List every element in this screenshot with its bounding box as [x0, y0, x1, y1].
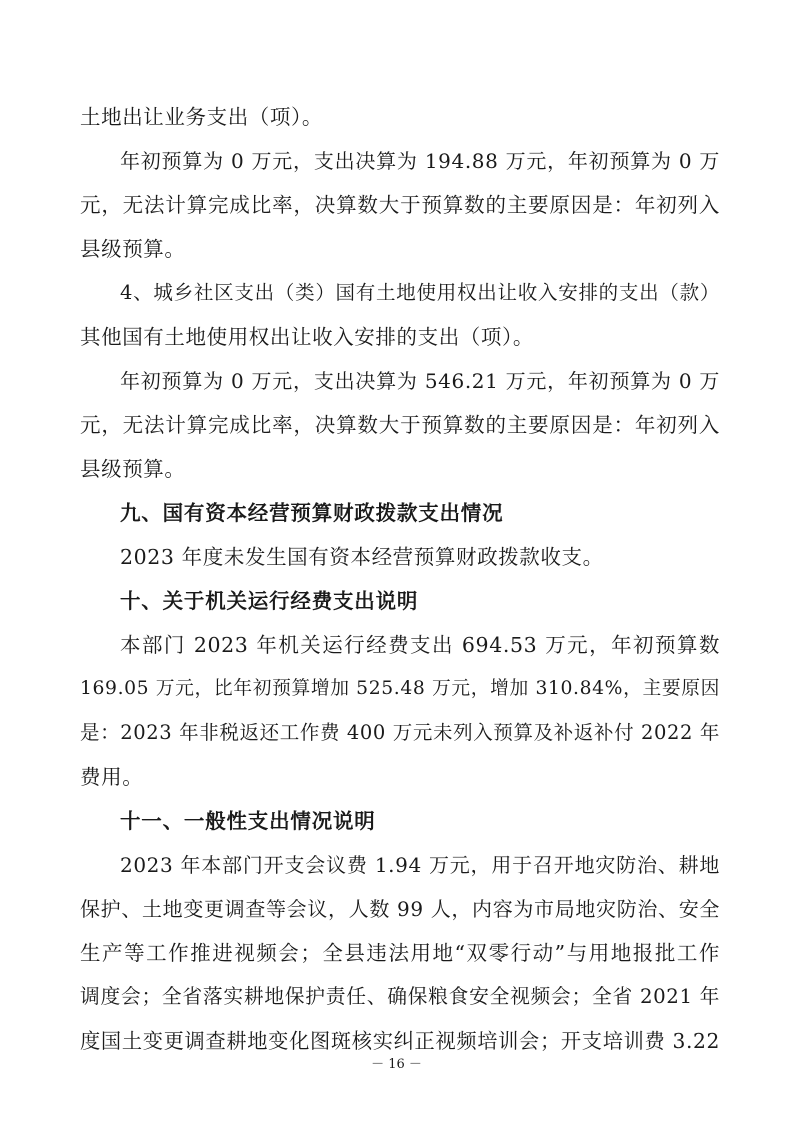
paragraph-line: 其他国有土地使用权出让收入安排的支出（项）。	[80, 325, 534, 349]
paragraph-line: 本部门 2023 年机关运行经费支出 694.53 万元，年初预算数	[120, 633, 720, 657]
paragraph-line: 年初预算为 0 万元，支出决算为 546.21 万元，年初预算为 0 万	[120, 369, 720, 393]
paragraph-line: 4、城乡社区支出（类）国有土地使用权出让收入安排的支出（款）	[120, 281, 720, 304]
page-number: － 16 －	[371, 1057, 422, 1072]
paragraph-line: 费用。	[80, 765, 144, 789]
paragraph-line: 土地出让业务支出（项）。	[80, 105, 323, 129]
paragraph-line: 生产等工作推进视频会；全县违法用地“双零行动”与用地报批工作	[80, 941, 720, 965]
paragraph-line: 年初预算为 0 万元，支出决算为 194.88 万元，年初预算为 0 万	[120, 149, 720, 173]
paragraph-line: 2023 年度未发生国有资本经营预算财政拨款收支。	[120, 545, 604, 569]
paragraph-line: 保护、土地变更调查等会议，人数 99 人，内容为市局地灾防治、安全	[80, 897, 720, 921]
paragraph-line: 2023 年本部门开支会议费 1.94 万元，用于召开地灾防治、耕地	[120, 853, 720, 877]
paragraph-line: 度国土变更调查耕地变化图斑核实纠正视频培训会；开支培训费 3.22	[80, 1029, 720, 1053]
paragraph-line: 169.05 万元，比年初预算增加 525.48 万元，增加 310.84%，主要原因	[80, 678, 720, 699]
paragraph-line: 县级预算。	[80, 457, 186, 481]
paragraph-line: 元，无法计算完成比率，决算数大于预算数的主要原因是：年初列入	[80, 413, 720, 437]
paragraph-line: 调度会；全省落实耕地保护责任、确保粮食安全视频会；全省 2021 年	[80, 985, 720, 1008]
paragraph-line: 元，无法计算完成比率，决算数大于预算数的主要原因是：年初列入	[80, 193, 720, 217]
section-heading: 十、关于机关运行经费支出说明	[120, 589, 419, 613]
section-heading: 十一、一般性支出情况说明	[120, 809, 376, 833]
paragraph-line: 是：2023 年非税返还工作费 400 万元未列入预算及补返补付 2022 年	[80, 721, 720, 744]
paragraph-line: 县级预算。	[80, 237, 186, 261]
section-heading: 九、国有资本经营预算财政拨款支出情况	[120, 501, 504, 525]
